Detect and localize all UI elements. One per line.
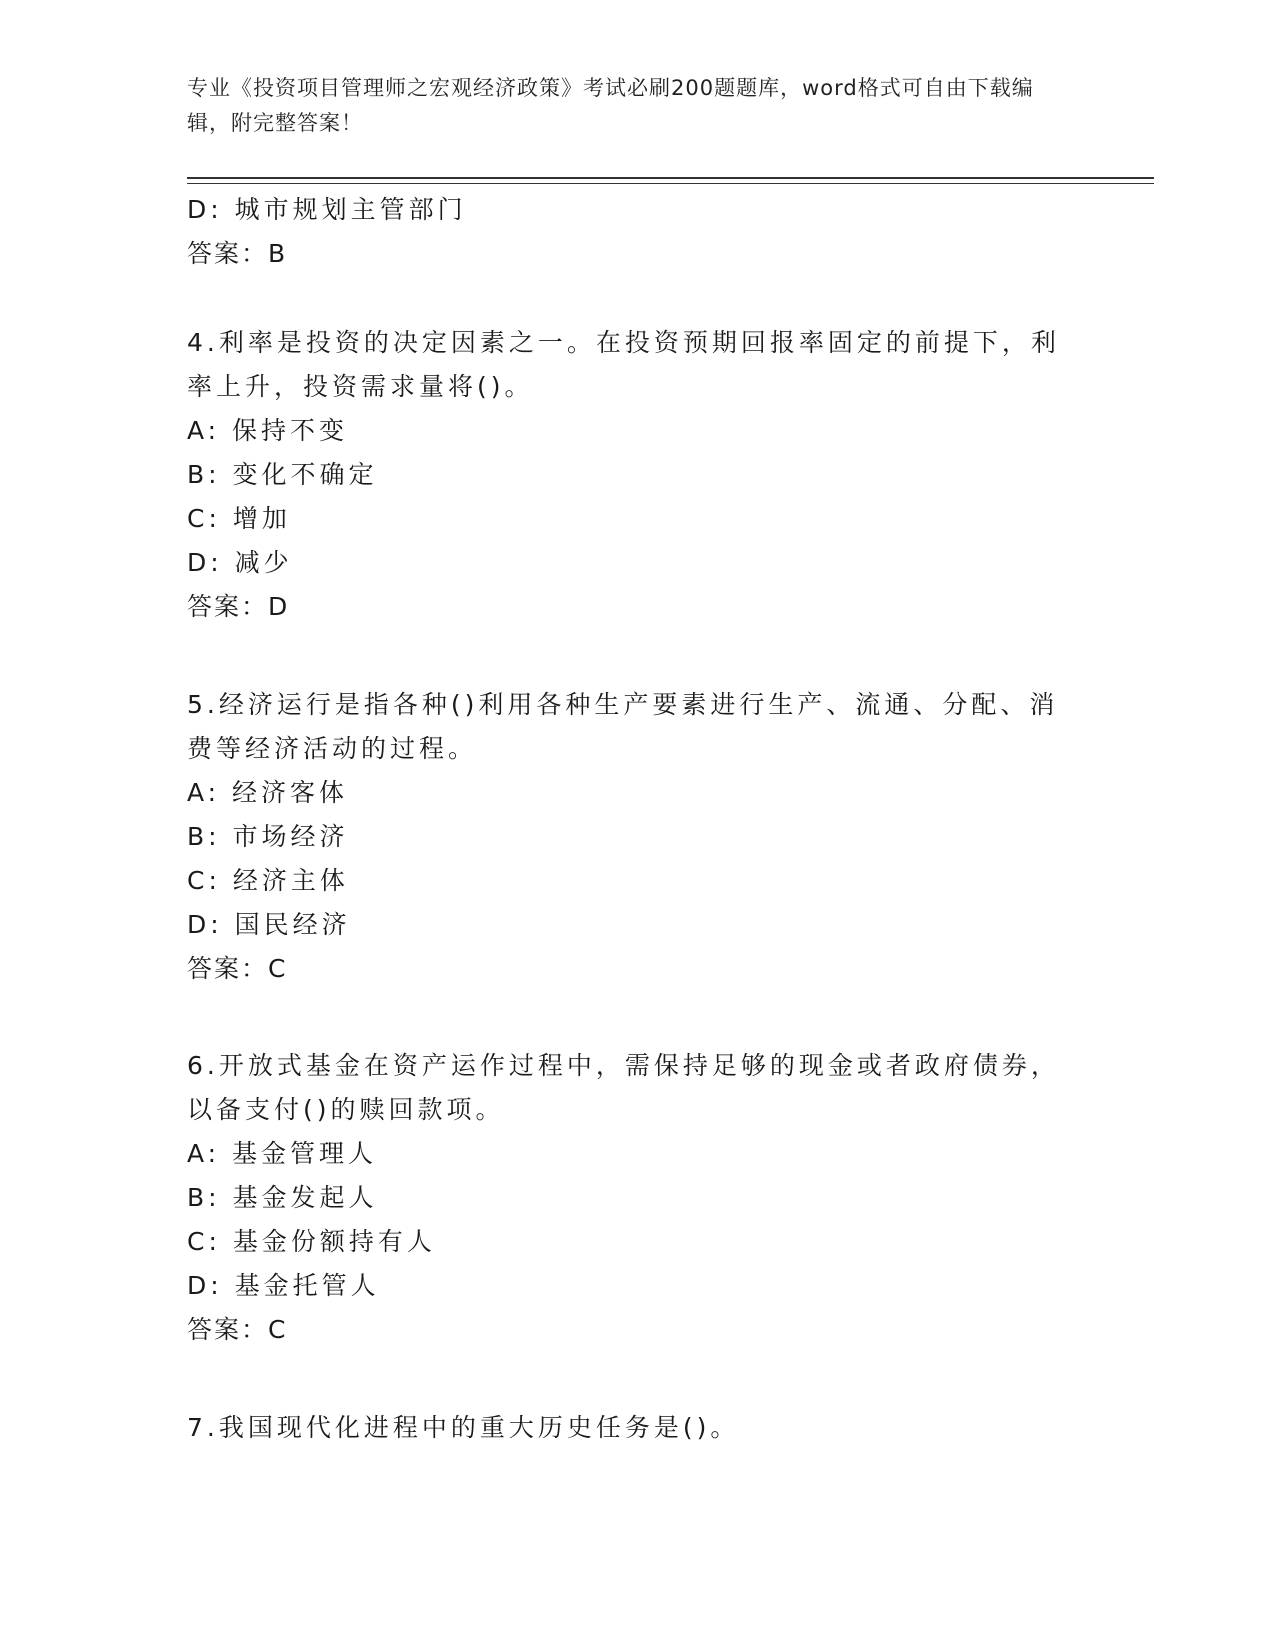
question-text-line-1: 7.我国现代化进程中的重大历史任务是()。 bbox=[187, 1413, 740, 1442]
option-a: A: 基金管理人 bbox=[187, 1139, 378, 1168]
option-a: A: 保持不变 bbox=[187, 416, 349, 445]
option-d: D: 减少 bbox=[187, 548, 293, 577]
option-d: D: 城市规划主管部门 bbox=[187, 195, 467, 224]
option-b: B: 市场经济 bbox=[187, 822, 349, 851]
header-divider-thick bbox=[187, 177, 1154, 179]
option-c: C: 增加 bbox=[187, 504, 291, 533]
question-text-line-2: 率上升，投资需求量将()。 bbox=[187, 372, 534, 401]
document-header: 专业《投资项目管理师之宏观经济政策》考试必刷200题题库，word格式可自由下载编辑，附完整答案！ bbox=[187, 76, 1034, 135]
option-b: B: 基金发起人 bbox=[187, 1183, 378, 1212]
answer: 答案：B bbox=[187, 239, 288, 268]
header-divider-thin bbox=[187, 183, 1154, 184]
question-text-line-1: 5.经济运行是指各种()利用各种生产要素进行生产、流通、分配、消 bbox=[187, 690, 1059, 719]
answer: 答案：C bbox=[187, 1315, 288, 1344]
question-text-line-2: 费等经济活动的过程。 bbox=[187, 734, 478, 763]
answer: 答案：D bbox=[187, 592, 290, 621]
option-a: A: 经济客体 bbox=[187, 778, 349, 807]
option-c: C: 经济主体 bbox=[187, 866, 349, 895]
question-text-line-1: 6.开放式基金在资产运作过程中，需保持足够的现金或者政府债券， bbox=[187, 1051, 1060, 1080]
question-text-line-2: 以备支付()的赎回款项。 bbox=[187, 1095, 505, 1124]
option-d: D: 基金托管人 bbox=[187, 1271, 380, 1300]
option-d: D: 国民经济 bbox=[187, 910, 351, 939]
option-b: B: 变化不确定 bbox=[187, 460, 378, 489]
question-text-line-1: 4.利率是投资的决定因素之一。在投资预期回报率固定的前提下，利 bbox=[187, 328, 1060, 357]
answer: 答案：C bbox=[187, 954, 288, 983]
option-c: C: 基金份额持有人 bbox=[187, 1227, 436, 1256]
